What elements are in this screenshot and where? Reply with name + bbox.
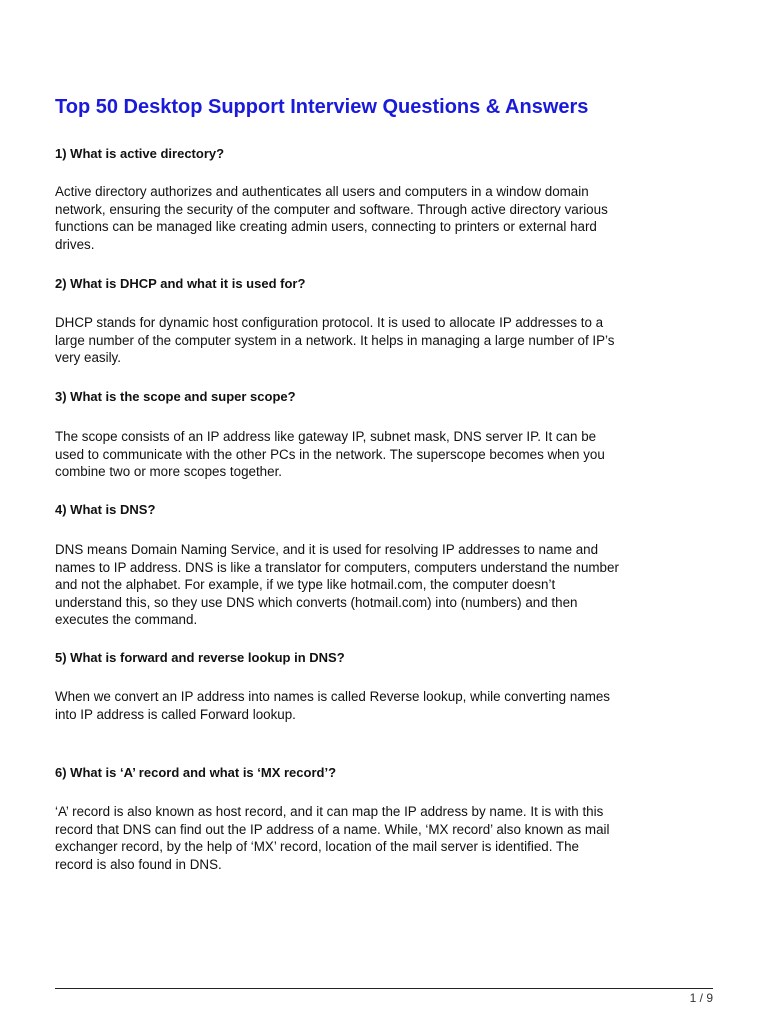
answer-line: network, ensuring the security of the computer and software. Through active directory various [55,201,608,217]
answer-line: functions can be managed like creating admin users, connecting to printers or external hard [55,219,597,234]
page-number: 1 / 9 [689,991,713,1005]
answer-4 [55,541,715,629]
answer-line: very easily. [55,350,121,365]
answer-line: large number of the computer system in a network. It helps in managing a large number of IP’s [55,332,615,348]
answer-line: used to communicate with the other PCs in the network. The superscope becomes when you [55,446,605,462]
page-title: Top 50 Desktop Support Interview Questions & Answers [55,96,589,118]
question-1: 1) What is active directory? [55,146,225,161]
question-5: 5) What is forward and reverse lookup in DNS? [55,650,345,665]
answer-3 [55,428,715,481]
answer-line: executes the command. [55,612,198,627]
question-3: 3) What is the scope and super scope? [55,389,296,404]
question-6: 6) What is ‘A’ record and what is ‘MX record’? [55,765,337,780]
answer-5 [55,688,715,723]
answer-line: understand this, so they use DNS which converts (hotmail.com) into (numbers) and then [55,594,578,610]
footer-divider [55,988,713,989]
answer-line: exchanger record, by the help of ‘MX’ record, location of the mail server is identified. The [55,839,579,854]
answer-line: record is also found in DNS. [55,856,222,872]
question-4: 4) What is DNS? [55,502,156,517]
answer-line: When we convert an IP address into names is called Reverse lookup, while converting names [55,689,611,704]
answer-1 [55,183,715,253]
answer-line: and not the alphabet. For example, if we type like hotmail.com, the computer doesn’t [55,577,556,592]
answer-line: DHCP stands for dynamic host configuration protocol. It is used to allocate IP addresses to a [55,315,604,330]
answer-6 [55,803,715,873]
answer-line: drives. [55,236,95,252]
answer-line: record that DNS can find out the IP address of a name. While, ‘MX record’ also known as mail [55,821,610,837]
answer-2 [55,314,715,367]
answer-line: The scope consists of an IP address like gateway IP, subnet mask, DNS server IP. It can be [55,429,597,444]
answer-line: combine two or more scopes together. [55,464,283,479]
answer-line: into IP address is called Forward lookup. [55,706,296,722]
answer-line: names to IP address. DNS is like a translator for computers, computers understand the number [55,559,619,575]
answer-line: DNS means Domain Naming Service, and it is used for resolving IP addresses to name and [55,542,599,557]
question-2: 2) What is DHCP and what it is used for? [55,276,306,291]
answer-line: ‘A’ record is also known as host record, and it can map the IP address by name. It is with this [55,804,604,819]
answer-line: Active directory authorizes and authenticates all users and computers in a window domain [55,184,589,199]
